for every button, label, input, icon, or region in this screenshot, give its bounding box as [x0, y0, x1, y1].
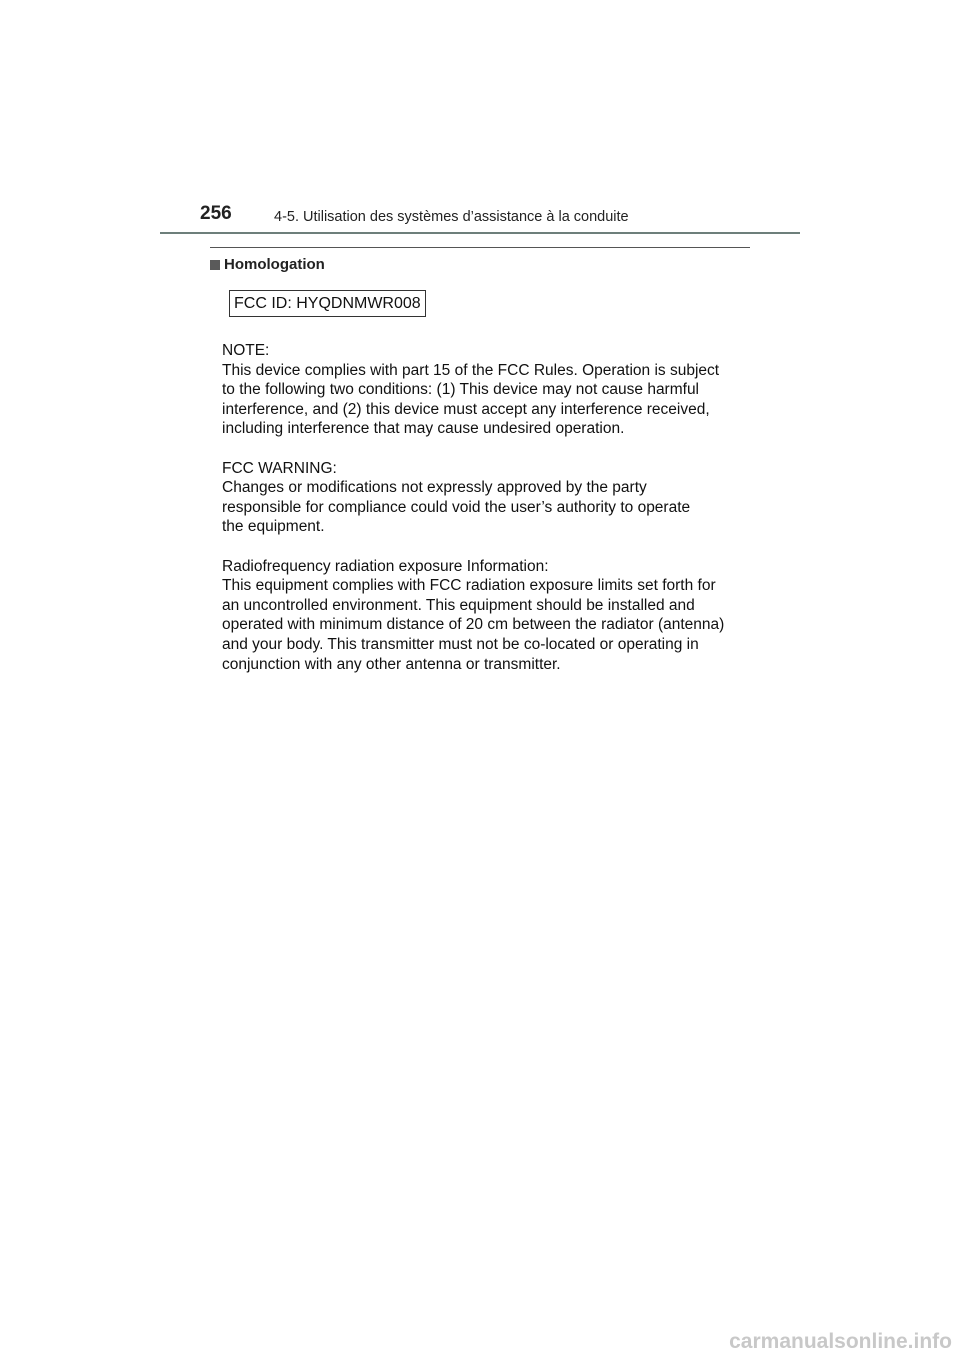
- radiation-paragraph: [222, 557, 762, 675]
- text-line: interference, and (2) this device must accept any interference received,: [222, 400, 710, 418]
- page-number: 256: [200, 203, 232, 224]
- text-line: Radiofrequency radiation exposure Information:: [222, 557, 549, 575]
- square-bullet-icon: [210, 260, 220, 270]
- text-line: Changes or modifications not expressly approved by the party: [222, 479, 647, 497]
- text-line: operated with minimum distance of 20 cm between the radiator (antenna): [222, 616, 725, 634]
- chapter-title: 4-5. Utilisation des systèmes d’assistance à la conduite: [274, 209, 629, 225]
- text-line: This device complies with part 15 of the FCC Rules. Operation is subject: [222, 361, 720, 379]
- text-line: an uncontrolled environment. This equipment should be installed and: [222, 596, 695, 614]
- text-line: NOTE:: [222, 342, 270, 359]
- section-heading: [210, 256, 325, 273]
- site-watermark: carmanualsonline.info: [729, 1330, 952, 1353]
- section-divider: [210, 247, 750, 248]
- warning-paragraph: [222, 459, 762, 537]
- fcc-id-label: FCC ID: HYQDNMWR008: [229, 290, 426, 317]
- note-paragraph: [222, 341, 762, 439]
- text-line: conjunction with any other antenna or transmitter.: [222, 655, 561, 673]
- text-line: responsible for compliance could void the user’s authority to operate: [222, 498, 691, 516]
- text-line: and your body. This transmitter must not be co-located or operating in: [222, 635, 699, 653]
- text-line: the equipment.: [222, 518, 325, 536]
- section-heading-text: Homologation: [224, 256, 325, 273]
- text-line: FCC WARNING:: [222, 459, 337, 477]
- header-divider: [160, 232, 800, 234]
- text-line: to the following two conditions: (1) This device may not cause harmful: [222, 381, 700, 399]
- text-line: including interference that may cause undesired operation.: [222, 420, 625, 438]
- text-line: This equipment complies with FCC radiation exposure limits set forth for: [222, 577, 716, 595]
- regulatory-notice: [222, 341, 762, 694]
